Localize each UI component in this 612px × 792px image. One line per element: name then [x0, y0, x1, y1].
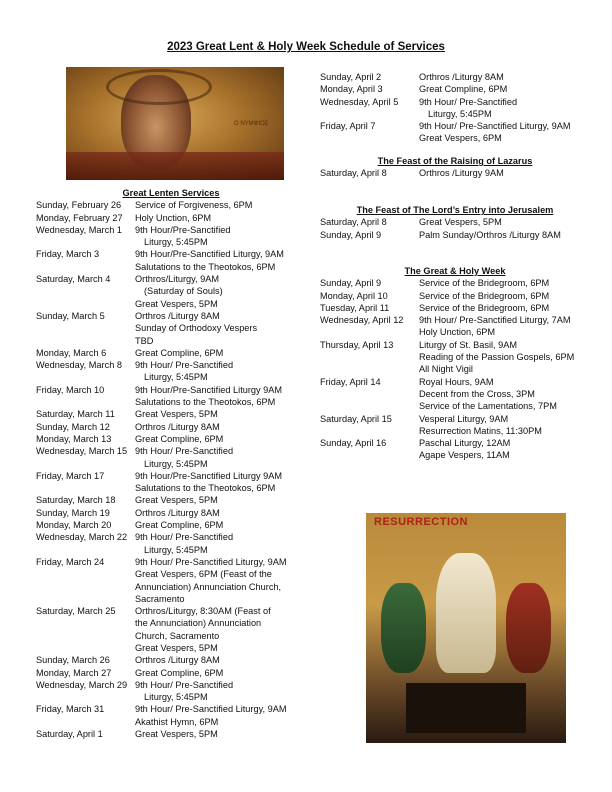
service-date: Thursday, April 13 — [320, 339, 394, 350]
service-line: Sacramento — [135, 593, 185, 604]
service-line: Orthros /Liturgy 9AM — [419, 168, 504, 179]
service-line: Liturgy, 5:45PM — [144, 458, 208, 469]
service-date: Friday, March 24 — [36, 556, 105, 567]
service-line: 9th Hour/ Pre-Sanctified Liturgy, 9AM — [419, 121, 571, 132]
service-line: Service of Forgiveness, 6PM — [135, 200, 253, 211]
service-line: Great Vespers, 5PM — [135, 409, 218, 420]
service-line: 9th Hour/ Pre-Sanctified — [135, 446, 234, 457]
service-line: Orthros /Liturgy 8AM — [135, 655, 220, 666]
service-date: Wednesday, March 1 — [36, 224, 122, 235]
schedule-row — [320, 229, 590, 241]
schedule-row — [320, 167, 590, 179]
service-date: Friday, March 17 — [36, 470, 105, 481]
service-date: Sunday, March 19 — [36, 507, 110, 518]
service-line: Great Vespers, 5PM — [135, 729, 218, 740]
schedule-row — [36, 408, 306, 420]
service-date: Wednesday, March 22 — [36, 532, 128, 543]
service-line: Agape Vespers, 11AM — [419, 450, 510, 461]
service-date: Sunday, April 2 — [320, 72, 382, 82]
schedule-row — [36, 248, 306, 273]
service-line: Orthros/Liturgy, 9AM — [135, 274, 220, 285]
service-line: Resurrection Matins, 11:30PM — [419, 425, 542, 436]
schedule-row — [36, 679, 306, 704]
schedule-row — [36, 347, 306, 359]
service-date: Friday, April 14 — [320, 376, 381, 387]
service-date: Sunday, March 12 — [36, 421, 110, 432]
service-line: Reading of the Passion Gospels, 6PM — [419, 352, 575, 363]
service-date: Saturday, March 18 — [36, 495, 116, 506]
service-date: Sunday, April 9 — [320, 229, 382, 240]
service-line: Liturgy, 5:45PM — [428, 108, 492, 119]
service-line: Service of the Bridegroom, 6PM — [419, 290, 550, 301]
schedule-row — [36, 605, 306, 654]
service-date: Tuesday, April 11 — [320, 302, 390, 313]
section-heading: The Great & Holy Week — [404, 266, 506, 276]
schedule-row — [320, 290, 590, 302]
service-line: 9th Hour/Pre-Sanctified — [135, 224, 231, 235]
service-line: Service of the Bridegroom, 6PM — [419, 278, 550, 289]
service-line: 9th Hour/Pre-Sanctified Liturgy, 9AM — [135, 249, 284, 260]
service-date: Friday, March 10 — [36, 384, 105, 395]
service-date: Friday, April 7 — [320, 121, 376, 132]
service-line: 9th Hour/Pre-Sanctified Liturgy 9AM — [135, 384, 283, 395]
service-date: Saturday, March 25 — [36, 606, 116, 617]
service-date: Saturday, March 11 — [36, 409, 115, 420]
schedule-row — [36, 433, 306, 445]
service-line: Orthros /Liturgy 8AM — [135, 507, 220, 518]
service-line: Great Vespers, 6PM — [419, 133, 502, 144]
service-line: Sunday of Orthodoxy Vespers — [135, 323, 258, 334]
service-line: Liturgy, 5:45PM — [144, 372, 208, 383]
service-line: (Saturday of Souls) — [144, 286, 223, 297]
service-line: 9th Hour/Pre-Sanctified Liturgy 9AM — [135, 470, 283, 481]
schedule-row — [320, 83, 590, 95]
section-holyweek — [320, 265, 590, 462]
service-date: Saturday, April 8 — [320, 217, 387, 228]
service-date: Monday, March 20 — [36, 520, 112, 531]
schedule-row — [320, 339, 590, 376]
service-date: Wednesday, March 29 — [36, 679, 128, 690]
service-date: Sunday, April 9 — [320, 278, 382, 289]
schedule-row — [320, 376, 590, 413]
service-line: 9th Hour/ Pre-Sanctified Liturgy, 9AM — [135, 704, 287, 715]
section-lent — [36, 187, 306, 740]
schedule-row — [320, 216, 590, 228]
icon-lettering: Ο ΝΥΜΦΙΟΣ — [234, 121, 269, 127]
service-line: Orthros /Liturgy 8AM — [135, 421, 220, 432]
service-line: Great Compline, 6PM — [135, 347, 224, 358]
schedule-row — [36, 654, 306, 666]
service-line: 9th Hour/ Pre-Sanctified Liturgy, 9AM — [135, 556, 287, 567]
schedule-row — [36, 667, 306, 679]
service-date: Sunday, March 5 — [36, 310, 105, 321]
service-date: Saturday, April 15 — [320, 413, 392, 424]
service-date: Sunday, April 16 — [320, 438, 387, 449]
service-date: Saturday, March 4 — [36, 274, 111, 285]
service-line: Great Compline, 6PM — [135, 520, 224, 531]
service-line: Orthros /Liturgy 8AM — [419, 72, 504, 82]
service-date: Sunday, February 26 — [36, 200, 122, 211]
service-date: Saturday, April 1 — [36, 729, 103, 740]
service-line: Salutations to the Theotokos, 6PM — [135, 397, 276, 408]
service-line: Holy Unction, 6PM — [135, 212, 212, 223]
service-line: 9th Hour/ Pre-Sanctified — [135, 532, 234, 543]
service-line: Liturgy, 5:45PM — [144, 692, 208, 703]
service-date: Friday, March 3 — [36, 249, 100, 260]
section-entry — [320, 204, 590, 241]
schedule-row — [36, 212, 306, 224]
service-line: Great Compline, 6PM — [419, 84, 508, 95]
service-line: Liturgy, 5:45PM — [144, 544, 208, 555]
service-date: Wednesday, March 8 — [36, 360, 122, 371]
schedule-row — [320, 71, 590, 83]
schedule-row — [36, 224, 306, 249]
schedule-row — [320, 302, 590, 314]
schedule-row — [320, 314, 590, 339]
service-line: Decent from the Cross, 3PM — [419, 388, 535, 399]
service-line: Orthros /Liturgy 8AM — [135, 310, 220, 321]
service-date: Wednesday, April 12 — [320, 315, 404, 326]
service-line: the Annunciation) Annunciation — [135, 618, 262, 629]
service-date: Monday, April 10 — [320, 290, 388, 301]
schedule-row — [36, 273, 306, 310]
service-line: Great Compline, 6PM — [135, 433, 224, 444]
service-line: 9th Hour/ Pre-Sanctified — [419, 96, 518, 107]
section-heading: The Feast of The Lord’s Entry into Jerusalem — [356, 205, 554, 215]
service-line: Salutations to the Theotokos, 6PM — [135, 261, 276, 272]
service-line: Royal Hours, 9AM — [419, 376, 494, 387]
service-line: TBD — [135, 335, 154, 346]
service-line: Palm Sunday/Orthros /Liturgy 8AM — [419, 229, 561, 240]
service-date: Monday, April 3 — [320, 84, 383, 95]
schedule-row — [36, 421, 306, 433]
schedule-row — [36, 494, 306, 506]
service-line: All Night Vigil — [419, 364, 473, 375]
service-line: Akathist Hymn, 6PM — [135, 716, 219, 727]
schedule-row — [320, 277, 590, 289]
service-date: Monday, February 27 — [36, 212, 123, 223]
page-title: 2023 Great Lent & Holy Week Schedule of Services — [167, 41, 445, 53]
section-heading: Great Lenten Services — [122, 188, 220, 198]
service-line: Great Vespers, 5PM — [135, 495, 218, 506]
service-line: Annunciation) Annunciation Church, — [135, 581, 282, 592]
schedule-row — [36, 728, 306, 740]
service-line: 9th Hour/ Pre-Sanctified Liturgy, 7AM — [419, 315, 571, 326]
section-april — [320, 71, 590, 145]
schedule-row — [320, 413, 590, 438]
schedule-row — [36, 531, 306, 556]
service-line: Liturgy of St. Basil, 9AM — [419, 339, 518, 350]
schedule-row — [36, 310, 306, 347]
service-line: Vesperal Liturgy, 9AM — [419, 413, 509, 424]
service-date: Friday, March 31 — [36, 704, 105, 715]
schedule-row — [320, 120, 590, 145]
service-line: Orthros/Liturgy, 8:30AM (Feast of — [135, 606, 271, 617]
service-line: Great Vespers, 5PM — [419, 217, 502, 228]
service-date: Monday, March 6 — [36, 347, 107, 358]
resurrection-icon — [366, 513, 566, 743]
schedule-row — [36, 507, 306, 519]
service-line: Church, Sacramento — [135, 630, 220, 641]
schedule-row — [36, 445, 306, 470]
schedule-row — [36, 519, 306, 531]
service-date: Sunday, March 26 — [36, 655, 110, 666]
service-date: Saturday, April 8 — [320, 168, 387, 179]
icon-lettering: RESURRECTION — [374, 516, 469, 528]
service-line: Holy Unction, 6PM — [419, 327, 496, 338]
service-date: Monday, March 13 — [36, 433, 112, 444]
service-line: Great Compline, 6PM — [135, 667, 224, 678]
schedule-row — [36, 384, 306, 409]
service-line: Service of the Lamentations, 7PM — [419, 401, 557, 412]
service-line: Great Vespers, 5PM — [135, 642, 218, 653]
schedule-row — [320, 437, 590, 462]
schedule-row — [36, 199, 306, 211]
service-date: Wednesday, March 15 — [36, 446, 128, 457]
schedule-row — [36, 359, 306, 384]
service-date: Wednesday, April 5 — [320, 96, 399, 107]
service-line: 9th Hour/ Pre-Sanctified — [135, 360, 234, 371]
service-line: 9th Hour/ Pre-Sanctified — [135, 679, 234, 690]
schedule-row — [36, 556, 306, 605]
schedule-row — [320, 96, 590, 121]
service-line: Paschal Liturgy, 12AM — [419, 438, 511, 449]
schedule-row — [36, 703, 306, 728]
christ-icon — [66, 67, 284, 180]
section-lazarus — [320, 155, 590, 180]
service-date: Monday, March 27 — [36, 667, 112, 678]
section-heading: The Feast of the Raising of Lazarus — [377, 156, 533, 166]
service-line: Salutations to the Theotokos, 6PM — [135, 483, 276, 494]
service-line: Great Vespers, 6PM (Feast of the — [135, 569, 272, 580]
service-line: Liturgy, 5:45PM — [144, 237, 208, 248]
service-line: Service of the Bridegroom, 6PM — [419, 302, 550, 313]
schedule-row — [36, 470, 306, 495]
service-line: Great Vespers, 5PM — [135, 298, 218, 309]
